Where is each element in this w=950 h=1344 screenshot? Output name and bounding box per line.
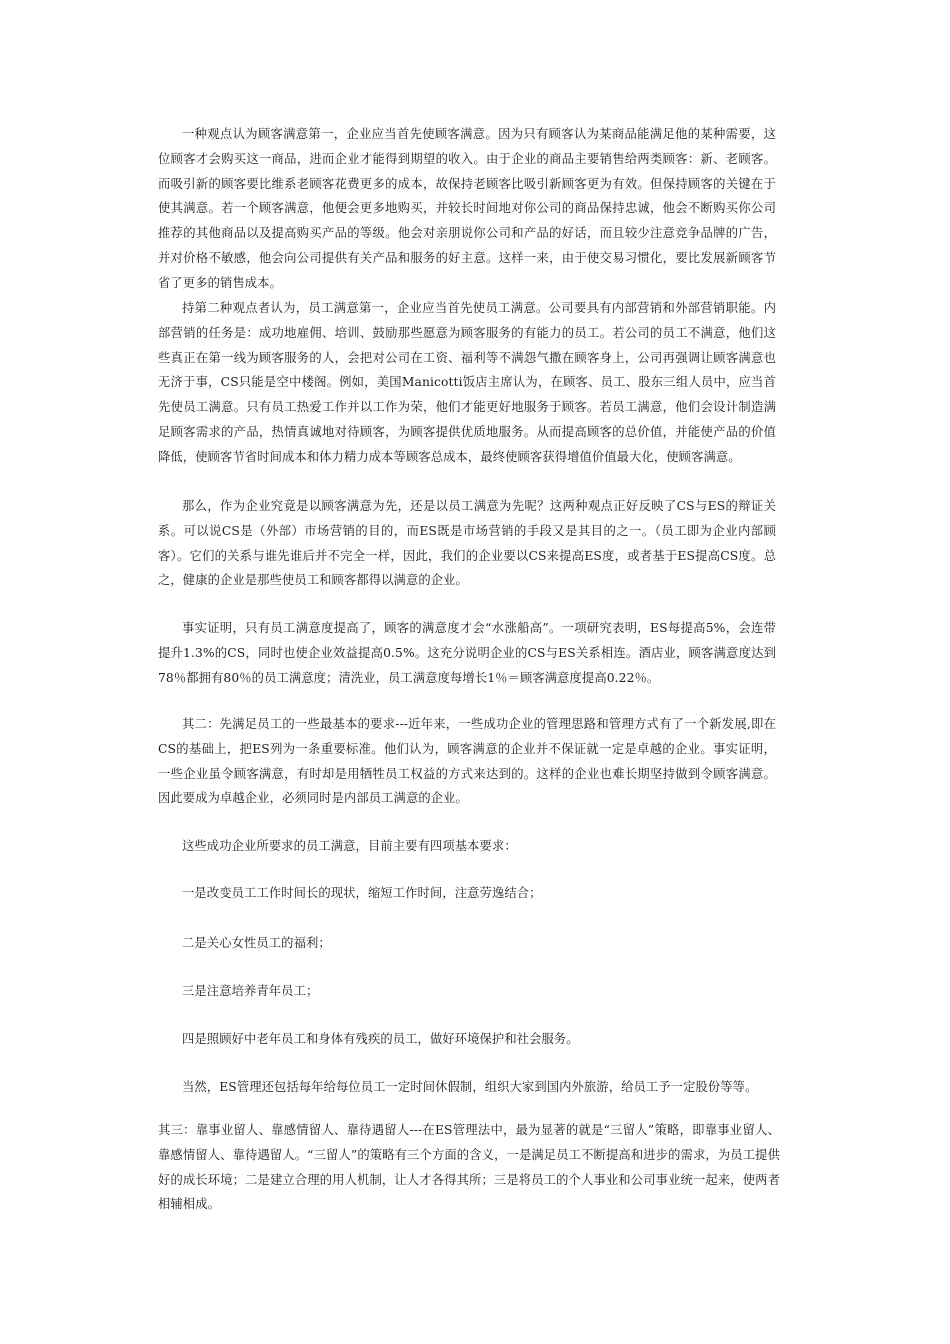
paragraph-third-point: 其三：靠事业留人、靠感情留人、靠待遇留人---在ES管理法中，最为显著的就是“三留人”策略，即靠事业留人、靠感情留人、靠待遇留人。“三留人”的策略有三个方面的含义，一是满足员工不断提高和进步的需求，为员工提供好的成长环境；二是建立合理的用人机制，让人才各得其所；三是将员工的个人事业和公司事业统一起来，使两者相辅相成。	[158, 1123, 780, 1212]
paragraph-es-management: 当然，ES管理还包括每年给每位员工一定时间休假制，组织大家到国内外旅游，给员工予一定股份等等。	[182, 1080, 758, 1094]
paragraph-cs-es-relation: 那么，作为企业究竟是以顾客满意为先，还是以员工满意为先呢？这两种观点正好反映了CS与ES的辩证关系。可以说CS是（外部）市场营销的目的，而ES既是市场营销的手段又是其目的之一。（员工即为企业内部顾客）。它们的关系与谁先谁后并不完全一样，因此，我们的企业要以CS来提高ES度，或者基于ES提高CS度。总之，健康的企业是那些使员工和顾客都得以满意的企业。	[158, 499, 776, 588]
paragraph-second-point: 其二：先满足员工的一些最基本的要求---近年来，一些成功企业的管理思路和管理方式有了一个新发展,即在CS的基础上，把ES列为一条重要标准。他们认为，顾客满意的企业并不保证就一定是卓越的企业。事实证明，一些企业虽令顾客满意，有时却是用牺牲员工权益的方式来达到的。这样的企业也难长期坚持做到令顾客满意。因此要成为卓越企业，必须同时是内部员工满意的企业。	[158, 717, 776, 806]
paragraph-requirements-intro: 这些成功企业所要求的员工满意，目前主要有四项基本要求：	[182, 839, 517, 853]
paragraph-research-facts: 事实证明，只有员工满意度提高了，顾客的满意度才会“水涨船高”。一项研究表明，ES每提高5%，会连带提升1.3%的CS，同时也使企业效益提高0.5%。这充分说明企业的CS与ES关系相连。酒店业，顾客满意度达到78％都拥有80％的员工满意度；清洗业，员工满意度每增长1％＝顾客满意度提高0.22％。	[158, 621, 776, 685]
paragraph-customer-first: 一种观点认为顾客满意第一，企业应当首先使顾客满意。因为只有顾客认为某商品能满足他的某种需要，这位顾客才会购买这一商品，进而企业才能得到期望的收入。由于企业的商品主要销售给两类顾客：新、老顾客。而吸引新的顾客要比维系老顾客花费更多的成本，故保持老顾客比吸引新顾客更为有效。但保持顾客的关键在于使其满意。若一个顾客满意，他便会更多地购买，并较长时间地对你公司的商品保持忠诚，他会不断购买你公司推荐的其他商品以及提高购买产品的等级。他会对亲朋说你公司和产品的好话，而且较少注意竞争品牌的广告，并对价格不敏感，他会向公司提供有关产品和服务的好主意。这样一来，由于使交易习惯化，要比发展新顾客节省了更多的销售成本。	[158, 127, 776, 290]
list-item-requirement-3: 三是注意培养青年员工；	[182, 984, 319, 998]
list-item-requirement-2: 二是关心女性员工的福利；	[182, 936, 331, 950]
list-item-requirement-1: 一是改变员工工作时间长的现状，缩短工作时间，注意劳逸结合；	[182, 886, 542, 900]
list-item-requirement-4: 四是照顾好中老年员工和身体有残疾的员工，做好环境保护和社会服务。	[182, 1032, 579, 1046]
paragraph-employee-first: 持第二种观点者认为，员工满意第一，企业应当首先使员工满意。公司要具有内部营销和外部营销职能。内部营销的任务是：成功地雇佣、培训、鼓励那些愿意为顾客服务的有能力的员工。若公司的员工不满意，他们这些真正在第一线为顾客服务的人，会把对公司在工资、福利等不满怨气撒在顾客身上，公司再强调让顾客满意也无济于事，CS只能是空中楼阁。例如，美国Manicotti饭店主席认为，在顾客、员工、股东三组人员中，应当首先使员工满意。只有员工热爱工作并以工作为荣，他们才能更好地服务于顾客。若员工满意，他们会设计制造满足顾客需求的产品，热情真诚地对待顾客，为顾客提供优质地服务。从而提高顾客的总价值，并能使产品的价值降低，使顾客节省时间成本和体力精力成本等顾客总成本，最终使顾客获得增值价值最大化，使顾客满意。	[158, 301, 776, 464]
